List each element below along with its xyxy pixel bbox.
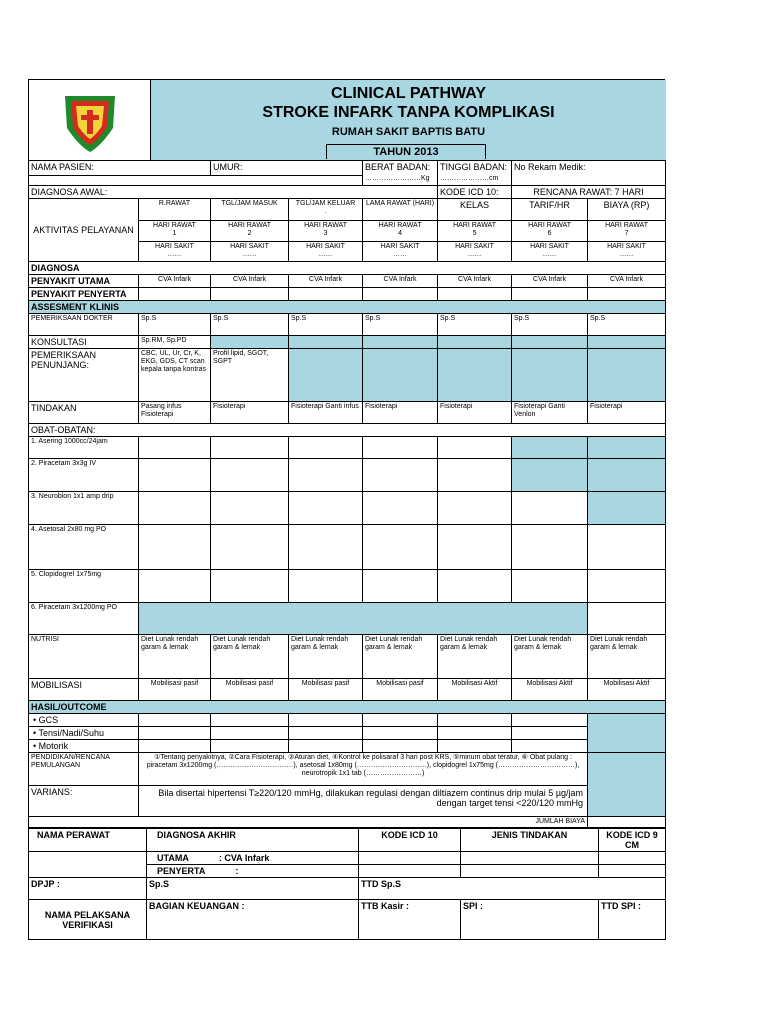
dokter-day2[interactable]: Sp.S xyxy=(211,314,289,336)
mobilisasi-day7[interactable]: Mobilisasi Aktif xyxy=(588,679,666,701)
obat-3-day1[interactable] xyxy=(139,492,211,525)
obat-3-day7 xyxy=(588,492,666,525)
tindakan-day2[interactable]: Fisioterapi xyxy=(211,402,289,424)
obat-5-day5[interactable] xyxy=(438,570,512,603)
tensi-cell[interactable] xyxy=(211,727,289,740)
obat-2-day3[interactable] xyxy=(289,459,363,492)
nutrisi-day7[interactable]: Diet Lunak rendah garam & lemak xyxy=(588,635,666,679)
kode-icd10-label: KODE ICD 10 xyxy=(359,829,461,852)
hospital-name: RUMAH SAKIT BAPTIS BATU xyxy=(331,126,486,138)
jumlah-biaya-value[interactable] xyxy=(588,817,666,828)
varians-text: Bila disertai hipertensi T≥220/120 mmHg, dilakukan regulasi dengan diltiazem continus drip mulai 5 µg/jam dengan target tensi <220/120 mmHg xyxy=(139,786,588,817)
penyerta-cell[interactable] xyxy=(139,288,211,301)
hari-sakit-6[interactable]: HARI SAKIT …… xyxy=(512,242,588,262)
dokter-day4[interactable]: Sp.S xyxy=(363,314,438,336)
varians-label: VARIANS: xyxy=(29,786,139,817)
nutrisi-day3[interactable]: Diet Lunak rendah garam & lemak xyxy=(289,635,363,679)
obat-4-day2[interactable] xyxy=(211,525,289,570)
diagnosa-akhir-label: DIAGNOSA AKHIR xyxy=(147,829,359,852)
penyakit-penyerta-label: PENYAKIT PENYERTA xyxy=(29,288,139,301)
pendidikan-label: PENDIDIKAN/RENCANA PEMULANGAN xyxy=(29,753,139,786)
utama-row: UTAMA : CVA Infark xyxy=(147,852,359,865)
obat-item-2: 2. Piracetam 3x3g IV xyxy=(29,459,139,492)
obat-6-shaded xyxy=(139,603,588,635)
obat-item-3: 3. Neurobion 1x1 amp drip xyxy=(29,492,139,525)
hospital-logo xyxy=(29,80,151,161)
hari-sakit-7[interactable]: HARI SAKIT …… xyxy=(588,242,666,262)
outcome-shaded xyxy=(588,714,666,753)
year-label: TAHUN 2013 xyxy=(326,144,486,159)
obat-1-day2[interactable] xyxy=(211,437,289,459)
dokter-day7[interactable]: Sp.S xyxy=(588,314,666,336)
hari-sakit-4[interactable]: HARI SAKIT …… xyxy=(363,242,438,262)
penyerta-cell[interactable] xyxy=(588,288,666,301)
obat-1-day5[interactable] xyxy=(438,437,512,459)
tindakan-day7[interactable]: Fisioterapi xyxy=(588,402,666,424)
nutrisi-day4[interactable]: Diet Lunak rendah garam & lemak xyxy=(363,635,438,679)
obat-3-day5[interactable] xyxy=(438,492,512,525)
kode-icd-field[interactable]: KODE ICD 10: xyxy=(438,186,512,199)
gcs-cell[interactable] xyxy=(512,714,588,727)
obat-5-day1[interactable] xyxy=(139,570,211,603)
obat-2-day2[interactable] xyxy=(211,459,289,492)
dokter-day6[interactable]: Sp.S xyxy=(512,314,588,336)
spi-label[interactable]: SPI : xyxy=(461,900,599,940)
nutrisi-day2[interactable]: Diet Lunak rendah garam & lemak xyxy=(211,635,289,679)
obat-item-4: 4. Asetosal 2x80 mg PO xyxy=(29,525,139,570)
bullet-icon: • xyxy=(33,741,37,751)
pathway-form xyxy=(28,160,666,940)
hari-rawat-3: HARI RAWAT 3 xyxy=(289,221,363,242)
form-table xyxy=(28,160,666,828)
hari-rawat-7: HARI RAWAT 7 xyxy=(588,221,666,242)
kelas-label: KELAS xyxy=(438,199,512,221)
mobilisasi-day1[interactable]: Mobilisasi pasif xyxy=(139,679,211,701)
nama-perawat-value[interactable] xyxy=(29,852,147,878)
dokter-day3[interactable]: Sp.S xyxy=(289,314,363,336)
obat-3-day6[interactable] xyxy=(512,492,588,525)
obat-2-day5[interactable] xyxy=(438,459,512,492)
kasir-label[interactable]: TTB Kasir : xyxy=(359,900,461,940)
icd9-value[interactable] xyxy=(599,852,666,865)
tgl-keluar-label: TGL/JAM KELUAR . xyxy=(289,199,363,221)
penyakit-utama-label: PENYAKIT UTAMA xyxy=(29,275,139,288)
hari-rawat-2: HARI RAWAT 2 xyxy=(211,221,289,242)
obat-4-day3[interactable] xyxy=(289,525,363,570)
nutrisi-day1[interactable]: Diet Lunak rendah garam & lemak xyxy=(139,635,211,679)
pendidikan-text: ①Tentang penyakitnya, ②Cara Fisioterapi, ③Aturan diet, ④Kontrol ke polisaraf 3 hari post KRS, ⑤minum obat teratur, ⑥ Obat pulang : piracetam 3x1200mg (……………………………), asetosal 1x80mg (…………………………), clopidogrel 1x75mg (……………………………), neurotropik 1x1 tab (……………………) xyxy=(139,753,588,786)
diagnosa-label: DIAGNOSA xyxy=(29,262,666,275)
outcome-gcs: • GCS xyxy=(29,714,139,727)
aktivitas-label: AKTIVITAS PELAYANAN xyxy=(29,199,139,262)
dokter-day5[interactable]: Sp.S xyxy=(438,314,512,336)
konsul-day7 xyxy=(588,336,666,349)
obat-5-day3[interactable] xyxy=(289,570,363,603)
tensi-cell[interactable] xyxy=(438,727,512,740)
obat-item-1: 1. Asering 1000cc/24jam xyxy=(29,437,139,459)
jenis-value[interactable] xyxy=(461,852,599,865)
obat-1-day1[interactable] xyxy=(139,437,211,459)
obat-5-day7[interactable] xyxy=(588,570,666,603)
nutrisi-day6[interactable]: Diet Lunak rendah garam & lemak xyxy=(512,635,588,679)
outcome-motorik: • Motorik xyxy=(29,740,139,753)
bullet-icon: • xyxy=(33,715,37,725)
hari-rawat-1: HARI RAWAT 1 xyxy=(139,221,211,242)
konsul-day1[interactable]: Sp.RM, Sp.PD xyxy=(139,336,211,349)
obat-1-day7 xyxy=(588,437,666,459)
obat-3-day3[interactable] xyxy=(289,492,363,525)
penunjang-label: PEMERIKSAAN PENUNJANG: xyxy=(29,349,139,402)
outcome-tensi: • Tensi/Nadi/Suhu xyxy=(29,727,139,740)
tarif-label: TARIF/HR xyxy=(512,199,588,221)
penunjang-day7 xyxy=(588,349,666,402)
nutrisi-label: NUTRISI xyxy=(29,635,139,679)
obat-4-day6[interactable] xyxy=(512,525,588,570)
gcs-cell[interactable] xyxy=(139,714,211,727)
konsul-day6 xyxy=(512,336,588,349)
utama-day6[interactable]: CVA Infark xyxy=(512,275,588,288)
icd10-value-2[interactable] xyxy=(359,865,461,878)
obat-3-day4[interactable] xyxy=(363,492,438,525)
penyerta-cell[interactable] xyxy=(363,288,438,301)
nutrisi-day5[interactable]: Diet Lunak rendah garam & lemak xyxy=(438,635,512,679)
mobilisasi-day4[interactable]: Mobilisasi pasif xyxy=(363,679,438,701)
obat-item-6: 6. Piracetam 3x1200mg PO xyxy=(29,603,139,635)
tindakan-label: TINDAKAN xyxy=(29,402,139,424)
tgl-masuk-label: TGL/JAM MASUK xyxy=(211,199,289,221)
pendidikan-shaded xyxy=(588,753,666,817)
penunjang-day6 xyxy=(512,349,588,402)
penyerta-cell[interactable] xyxy=(512,288,588,301)
obat-2-day4[interactable] xyxy=(363,459,438,492)
utama-day2[interactable]: CVA Infark xyxy=(211,275,289,288)
konsul-day2 xyxy=(211,336,289,349)
motorik-cell[interactable] xyxy=(289,740,363,753)
motorik-cell[interactable] xyxy=(139,740,211,753)
title-block xyxy=(151,80,666,161)
rekam-medik-field[interactable]: No Rekam Medik: xyxy=(512,161,666,186)
obat-5-day2[interactable] xyxy=(211,570,289,603)
dokter-day1[interactable]: Sp.S xyxy=(139,314,211,336)
obat-4-day7[interactable] xyxy=(588,525,666,570)
hari-sakit-1[interactable]: HARI SAKIT …… xyxy=(139,242,211,262)
dpjp-label: DPJP : xyxy=(29,878,147,900)
obat-6-day7[interactable] xyxy=(588,603,666,635)
nama-pasien-field[interactable]: NAMA PASIEN: xyxy=(29,161,211,176)
utama-day5[interactable]: CVA Infark xyxy=(438,275,512,288)
penyerta-cell[interactable] xyxy=(438,288,512,301)
obat-2-day1[interactable] xyxy=(139,459,211,492)
tindakan-day3[interactable]: Fisioterapi Ganti infus xyxy=(289,402,363,424)
utama-day3[interactable]: CVA Infark xyxy=(289,275,363,288)
tindakan-day4[interactable]: Fisioterapi xyxy=(363,402,438,424)
icd10-value[interactable] xyxy=(359,852,461,865)
penyerta-row: PENYERTA : xyxy=(147,865,359,878)
sps-label: Sp.S xyxy=(147,878,359,900)
obat-1-day4[interactable] xyxy=(363,437,438,459)
gcs-cell[interactable] xyxy=(289,714,363,727)
obat-4-day1[interactable] xyxy=(139,525,211,570)
keuangan-label[interactable]: BAGIAN KEUANGAN : xyxy=(147,900,359,940)
hari-sakit-2[interactable]: HARI SAKIT …… xyxy=(211,242,289,262)
motorik-cell[interactable] xyxy=(512,740,588,753)
pemeriksaan-dokter-label: PEMERIKSAAN DOKTER xyxy=(29,314,139,336)
konsul-day3 xyxy=(289,336,363,349)
assesment-label: ASSESMENT KLINIS xyxy=(29,301,666,314)
icd9-value-2[interactable] xyxy=(599,865,666,878)
utama-day4[interactable]: CVA Infark xyxy=(363,275,438,288)
hasil-label: HASIL/OUTCOME xyxy=(29,701,666,714)
obat-1-day6 xyxy=(512,437,588,459)
mobilisasi-day6[interactable]: Mobilisasi Aktif xyxy=(512,679,588,701)
utama-day1[interactable]: CVA Infark xyxy=(139,275,211,288)
obat-3-day2[interactable] xyxy=(211,492,289,525)
shield-cross-icon xyxy=(29,80,151,161)
obat-5-day4[interactable] xyxy=(363,570,438,603)
biaya-label: BIAYA (RP) xyxy=(588,199,666,221)
gcs-cell[interactable] xyxy=(363,714,438,727)
jenis-tindakan-label: JENIS TINDAKAN xyxy=(461,829,599,852)
mobilisasi-label: MOBILISASI xyxy=(29,679,139,701)
mobilisasi-day5[interactable]: Mobilisasi Aktif xyxy=(438,679,512,701)
obat-label: OBAT-OBATAN: xyxy=(29,424,666,437)
gcs-cell[interactable] xyxy=(438,714,512,727)
jenis-value-2[interactable] xyxy=(461,865,599,878)
penunjang-day2[interactable]: Profil lipid, SGOT, SGPT xyxy=(211,349,289,402)
diagnosa-awal-field[interactable]: DIAGNOSA AWAL: xyxy=(29,186,438,199)
hari-rawat-5: HARI RAWAT 5 xyxy=(438,221,512,242)
r-rawat-label: R.RAWAT xyxy=(139,199,211,221)
bullet-icon: • xyxy=(33,728,37,738)
kode-icd9-label: KODE ICD 9 CM xyxy=(599,829,666,852)
title-stroke: STROKE INFARK TANPA KOMPLIKASI xyxy=(262,104,555,121)
utama-day7[interactable]: CVA Infark xyxy=(588,275,666,288)
tensi-cell[interactable] xyxy=(363,727,438,740)
ttd-spi-label[interactable]: TTD SPI : xyxy=(599,900,666,940)
penyerta-cell[interactable] xyxy=(289,288,363,301)
mobilisasi-day2[interactable]: Mobilisasi pasif xyxy=(211,679,289,701)
hari-sakit-3[interactable]: HARI SAKIT …… xyxy=(289,242,363,262)
tinggi-field[interactable]: TINGGI BADAN: …………………cm xyxy=(438,161,512,186)
tindakan-day6[interactable]: Fisioterapi Ganti Venlon xyxy=(512,402,588,424)
obat-item-5: 5. Clopidogrel 1x75mg xyxy=(29,570,139,603)
konsul-day5 xyxy=(438,336,512,349)
rencana-rawat: RENCANA RAWAT: 7 HARI xyxy=(512,186,666,199)
penunjang-day3 xyxy=(289,349,363,402)
motorik-cell[interactable] xyxy=(211,740,289,753)
title-clinical-pathway: CLINICAL PATHWAY xyxy=(331,85,486,102)
tensi-cell[interactable] xyxy=(139,727,211,740)
obat-5-day6[interactable] xyxy=(512,570,588,603)
penunjang-day4 xyxy=(363,349,438,402)
obat-4-day4[interactable] xyxy=(363,525,438,570)
obat-2-day6 xyxy=(512,459,588,492)
tindakan-day5[interactable]: Fisioterapi xyxy=(438,402,512,424)
konsultasi-label: KONSULTASI xyxy=(29,336,139,349)
hari-rawat-4: HARI RAWAT 4 xyxy=(363,221,438,242)
penyerta-cell[interactable] xyxy=(211,288,289,301)
mobilisasi-day3[interactable]: Mobilisasi pasif xyxy=(289,679,363,701)
obat-1-day3[interactable] xyxy=(289,437,363,459)
form-header xyxy=(28,79,665,160)
lama-rawat-label: LAMA RAWAT (HARI) xyxy=(363,199,438,221)
penunjang-day1[interactable]: CBC, UL, Ur, Cr, K, EKG, GDS, CT scan kepala tanpa kontras xyxy=(139,349,211,402)
motorik-cell[interactable] xyxy=(363,740,438,753)
motorik-cell[interactable] xyxy=(438,740,512,753)
obat-4-day5[interactable] xyxy=(438,525,512,570)
konsul-day4 xyxy=(363,336,438,349)
penunjang-day5 xyxy=(438,349,512,402)
hari-rawat-6: HARI RAWAT 6 xyxy=(512,221,588,242)
nama-perawat-label: NAMA PERAWAT xyxy=(29,829,147,852)
footer-table xyxy=(28,828,666,940)
obat-2-day7 xyxy=(588,459,666,492)
tensi-cell[interactable] xyxy=(512,727,588,740)
tensi-cell[interactable] xyxy=(289,727,363,740)
umur-field[interactable]: UMUR: xyxy=(211,161,363,176)
pelaksana-label: NAMA PELAKSANA VERIFIKASI xyxy=(29,900,147,940)
gcs-cell[interactable] xyxy=(211,714,289,727)
jumlah-biaya-label: JUMLAH BIAYA xyxy=(29,817,588,828)
berat-field[interactable]: BERAT BADAN: ……………………Kg xyxy=(363,161,438,186)
hari-sakit-5[interactable]: HARI SAKIT …… xyxy=(438,242,512,262)
ttd-sps-label[interactable]: TTD Sp.S xyxy=(359,878,666,900)
tindakan-day1[interactable]: Pasang infus Fisioterapi xyxy=(139,402,211,424)
